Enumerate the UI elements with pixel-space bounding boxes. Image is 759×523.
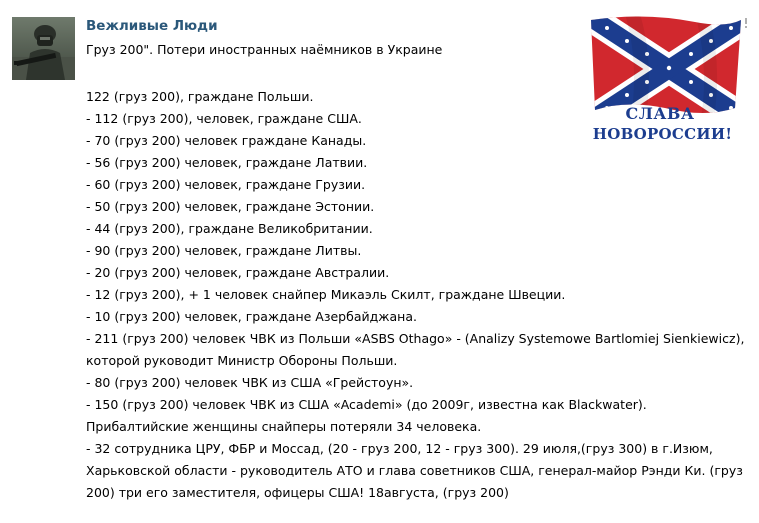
post-line: которой руководит Министр Обороны Польши. [86, 353, 398, 368]
post-line: - 211 (груз 200) человек ЧВК из Польши «ASBS Othago» - (Analizy Systemowe Bartlomiej Sienkiewicz), [86, 331, 745, 346]
post-line: - 10 (груз 200) человек, граждане Азербайджана. [86, 309, 417, 324]
post-line: - 50 (груз 200) человек, граждане Эстонии. [86, 199, 375, 214]
post-line: Харьковской области - руководитель АТО и глава советников США, генерал-майор Рэнди Ки. (груз [86, 463, 743, 478]
post-body [86, 86, 746, 504]
post-line: - 32 сотрудника ЦРУ, ФБР и Моссад, (20 - груз 200, 12 - груз 300). 29 июля,(груз 300) в г.Изюм, [86, 441, 713, 456]
flag-caption-line-2: НОВОРОССИИ! [592, 125, 733, 143]
flag-caption-line-1: СЛАВА [625, 104, 695, 123]
author-name-link[interactable]: Вежливые Люди [86, 18, 218, 34]
post-line: - 60 (груз 200) человек, граждане Грузии. [86, 177, 366, 192]
post-line: - 80 (груз 200) человек ЧВК из США «Грейстоун». [86, 375, 414, 390]
post-line: - 150 (груз 200) человек ЧВК из США «Academi» (до 2009г, известна как Blackwater). [86, 397, 647, 412]
post-line: - 90 (груз 200) человек, граждане Литвы. [86, 243, 362, 258]
post-line: 200) три его заместителя, офицеры США! 18августа, (груз 200) [86, 485, 509, 500]
post-line: - 44 (груз 200), граждане Великобритании. [86, 221, 373, 236]
post-line: - 70 (груз 200) человек граждане Канады. [86, 133, 367, 148]
post-line: - 20 (груз 200) человек, граждане Австралии. [86, 265, 390, 280]
post-line: - 112 (груз 200), человек, граждане США. [86, 111, 362, 126]
avatar-image [12, 17, 75, 80]
post-line: - 12 (груз 200), + 1 человек снайпер Микаэль Скилт, граждане Швеции. [86, 287, 566, 302]
post-line: - 56 (груз 200) человек, граждане Латвии. [86, 155, 368, 170]
post-title: Груз 200". Потери иностранных наёмников в Украине [86, 42, 443, 57]
post-line: 122 (груз 200), граждане Польши. [86, 89, 314, 104]
author-avatar[interactable] [12, 17, 75, 80]
post-line: Прибалтийские женщины снайперы потеряли 34 человека. [86, 419, 482, 434]
